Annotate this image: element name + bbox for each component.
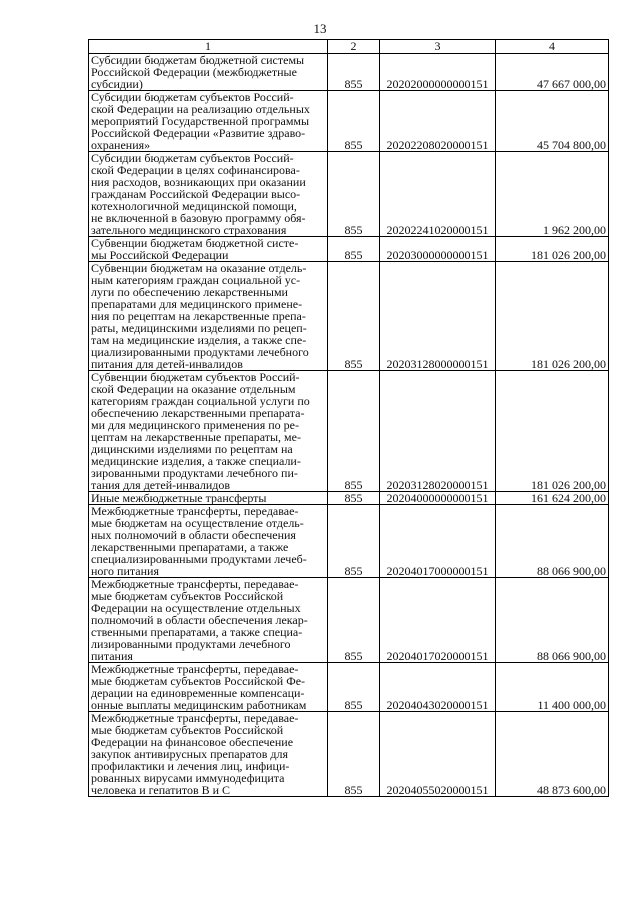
row-classification-code: 20203128000000151 [380, 262, 496, 371]
row-amount: 161 624 200,00 [496, 492, 609, 505]
description-line: Федерации на осуществление отдельных [91, 601, 301, 615]
description-line: лекарственными препаратами, а также [91, 540, 289, 554]
description-line: Российской Федерации (межбюджетные [91, 65, 297, 79]
description-line: ния по рецептам на лекарственные препа- [91, 309, 306, 323]
row-classification-code: 20204055020000151 [380, 712, 496, 797]
table-row [89, 237, 609, 262]
description-line: Межбюджетные трансферты, передавае- [91, 662, 299, 676]
table-row [89, 262, 609, 371]
row-description [89, 262, 328, 371]
table-row [89, 663, 609, 712]
row-admin-code: 855 [328, 152, 380, 237]
description-line: Субвенции бюджетам бюджетной систе- [91, 236, 299, 250]
row-description [89, 54, 328, 91]
header-col-4: 4 [496, 40, 609, 54]
description-line: Субвенции бюджетам на оказание отдель- [91, 261, 307, 275]
row-classification-code: 20204000000000151 [380, 492, 496, 505]
row-amount: 1 962 200,00 [496, 152, 609, 237]
row-admin-code: 855 [328, 578, 380, 663]
description-line: котехнологичной медицинской помощи, [91, 199, 297, 213]
row-classification-code: 20202241020000151 [380, 152, 496, 237]
description-line: раты, медицинскими изделиями по рецеп- [91, 321, 307, 335]
table-row [89, 578, 609, 663]
description-line: ственными препаратами, а также специа- [91, 625, 303, 639]
description-line: субсидии) [91, 77, 143, 91]
description-line: медицинские изделия, а также специали- [91, 454, 301, 468]
description-line: гражданам Российской Федерации высо- [91, 187, 301, 201]
description-line: охранения» [91, 138, 151, 152]
description-line: ской Федерации в целях софинансирова- [91, 163, 300, 177]
row-description [89, 91, 328, 152]
table-row [89, 152, 609, 237]
description-line: мые бюджетам субъектов Российской [91, 723, 284, 737]
description-line: зированными продуктами лечебного пи- [91, 466, 298, 480]
row-description [89, 237, 328, 262]
description-line: обеспечению лекарственными препарата- [91, 406, 305, 420]
description-line: специализированными продуктами лечеб- [91, 552, 307, 566]
row-amount: 45 704 800,00 [496, 91, 609, 152]
description-line: ской Федерации на реализацию отдельных [91, 102, 310, 116]
row-amount: 88 066 900,00 [496, 505, 609, 578]
description-line: Субсидии бюджетам бюджетной системы [91, 53, 305, 67]
description-line: человека и гепатитов В и С [91, 783, 231, 797]
header-col-2: 2 [328, 40, 380, 54]
description-line: мероприятий Государственной программы [91, 114, 310, 128]
description-line: Межбюджетные трансферты, передавае- [91, 711, 299, 725]
row-description [89, 505, 328, 578]
row-admin-code: 855 [328, 505, 380, 578]
row-amount: 181 026 200,00 [496, 262, 609, 371]
description-line: Субвенции бюджетам субъектов Россий- [91, 370, 300, 384]
table-row [89, 712, 609, 797]
description-line: Федерации на финансовое обеспечение [91, 735, 294, 749]
row-admin-code: 855 [328, 371, 380, 492]
description-line: полномочий в области обеспечения лекар- [91, 613, 308, 627]
row-description [89, 578, 328, 663]
description-line: дицинскими изделиями по рецептам на [91, 442, 293, 456]
page-number: 13 [313, 21, 327, 36]
table-row [89, 371, 609, 492]
row-classification-code: 20204017000000151 [380, 505, 496, 578]
description-line: зательного медицинского страхования [91, 223, 287, 237]
description-line: цептам на лекарственные препараты, ме- [91, 430, 301, 444]
row-admin-code: 855 [328, 91, 380, 152]
row-admin-code: 855 [328, 663, 380, 712]
row-amount: 47 667 000,00 [496, 54, 609, 91]
description-line: онные выплаты медицинским работникам [91, 698, 307, 712]
description-line: ных полномочий в области обеспечения [91, 528, 296, 542]
row-classification-code: 20204043020000151 [380, 663, 496, 712]
row-description [89, 492, 328, 505]
row-admin-code: 855 [328, 492, 380, 505]
description-line: Российской Федерации «Развитие здраво- [91, 126, 306, 140]
row-classification-code: 20202000000000151 [380, 54, 496, 91]
table-body [89, 54, 609, 797]
row-classification-code: 20203000000000151 [380, 237, 496, 262]
header-col-1: 1 [89, 40, 328, 54]
row-admin-code: 855 [328, 54, 380, 91]
row-admin-code: 855 [328, 712, 380, 797]
table-row [89, 54, 609, 91]
description-line: лизированными продуктами лечебного [91, 637, 291, 651]
row-amount: 88 066 900,00 [496, 578, 609, 663]
row-amount: 48 873 600,00 [496, 712, 609, 797]
description-line: луги по обеспечению лекарственными [91, 285, 288, 299]
row-description [89, 371, 328, 492]
description-line: закупок антивирусных препаратов для [91, 747, 289, 761]
description-line: ми для медицинского применения по ре- [91, 418, 299, 432]
row-admin-code: 855 [328, 262, 380, 371]
description-line: Межбюджетные трансферты, передавае- [91, 504, 299, 518]
description-line: категориям граждан социальной услуги по [91, 394, 310, 408]
row-description [89, 663, 328, 712]
row-description [89, 152, 328, 237]
description-line: рованных вирусами иммунодефицита [91, 771, 285, 785]
row-classification-code: 20202208020000151 [380, 91, 496, 152]
description-line: ния расходов, возникающих при оказании [91, 175, 306, 189]
header-col-3: 3 [380, 40, 496, 54]
description-line: Субсидии бюджетам субъектов Россий- [91, 90, 294, 104]
row-amount: 181 026 200,00 [496, 371, 609, 492]
description-line: мые бюджетам на осуществление отдель- [91, 516, 304, 530]
description-line: профилактики и лечения лиц, инфици- [91, 759, 290, 773]
description-line: дерации на единовременные компенсаци- [91, 686, 305, 700]
description-line: там на медицинские изделия, а также спе- [91, 333, 307, 347]
description-line: Иные межбюджетные трансферты [91, 491, 267, 505]
description-line: циализированными продуктами лечебного [91, 345, 309, 359]
description-line: не включенной в базовую программу обя- [91, 211, 306, 225]
row-classification-code: 20203128020000151 [380, 371, 496, 492]
table-row [89, 91, 609, 152]
table-header-row [89, 40, 609, 54]
row-description [89, 712, 328, 797]
row-amount: 181 026 200,00 [496, 237, 609, 262]
description-line: мые бюджетам субъектов Российской [91, 589, 284, 603]
description-line: Субсидии бюджетам субъектов Россий- [91, 151, 294, 165]
description-line: препаратами для медицинского примене- [91, 297, 303, 311]
row-classification-code: 20204017020000151 [380, 578, 496, 663]
row-admin-code: 855 [328, 237, 380, 262]
description-line: питания для детей-инвалидов [91, 357, 243, 371]
description-line: питания [91, 649, 133, 663]
description-line: тания для детей-инвалидов [91, 478, 231, 492]
row-amount: 11 400 000,00 [496, 663, 609, 712]
table-row [89, 505, 609, 578]
description-line: ным категориям граждан социальной ус- [91, 273, 301, 287]
description-line: мы Российской Федерации [91, 248, 229, 262]
description-line: Межбюджетные трансферты, передавае- [91, 577, 299, 591]
description-line: ской Федерации на оказание отдельным [91, 382, 296, 396]
table-row [89, 492, 609, 505]
description-line: мые бюджетам субъектов Российской Фе- [91, 674, 306, 688]
budget-revenue-table [88, 39, 609, 797]
description-line: ного питания [91, 564, 159, 578]
